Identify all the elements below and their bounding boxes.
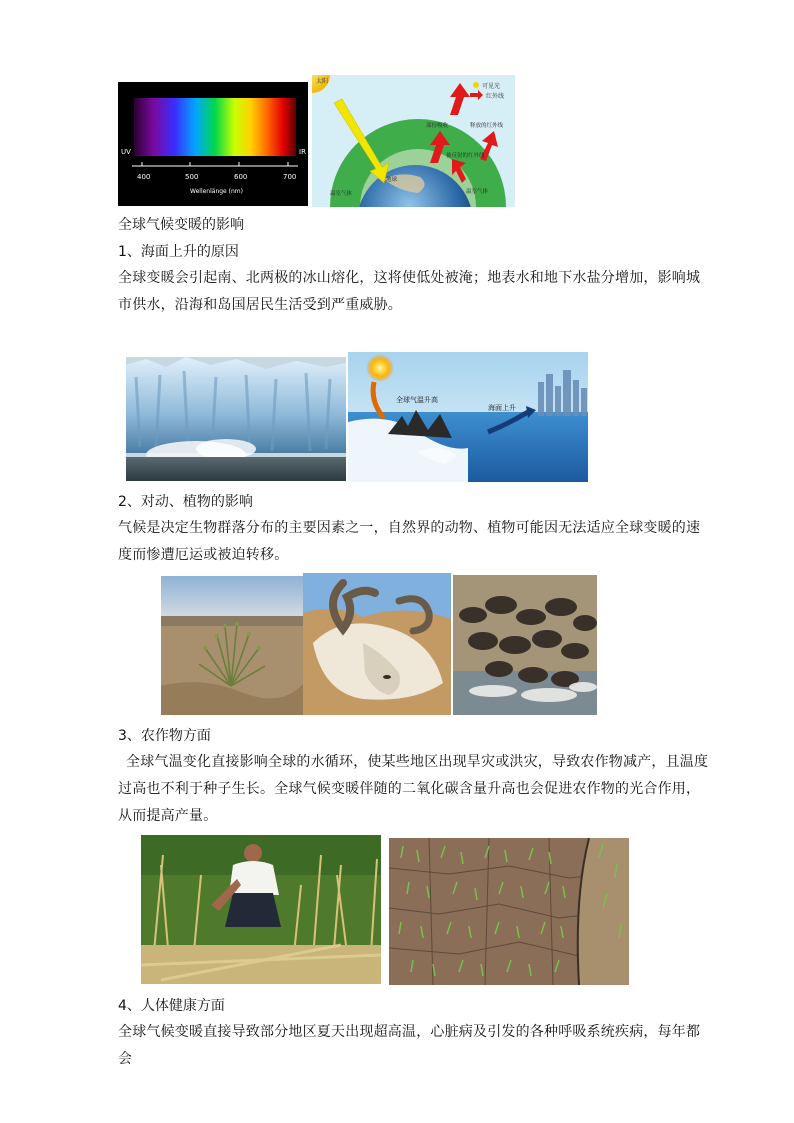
s2-paragraph: 气候是决定生物群落分布的主要因素之一，自然界的动物、植物可能因无法适应全球变暖的速度而惨遭厄运或被迫转移。 (118, 520, 701, 563)
spectrum-uv-label: UV (121, 148, 131, 156)
spectrum-tick-label: 700 (283, 173, 297, 181)
farmer-dry-crops-image (141, 835, 381, 984)
s3-heading: 3、农作物方面 (118, 728, 211, 744)
s1-heading: 1、海面上升的原因 (118, 244, 239, 260)
released-ir-label: 释放的红外线 (470, 123, 504, 129)
sea-level-rise-diagram (348, 352, 588, 482)
legend-infrared: 红外线 (486, 93, 505, 100)
legend-visible-light: 可见光 (482, 83, 501, 90)
s1-paragraph: 全球变暖会引起南、北两极的冰山熔化，这将使低处被淹；地表水和地下水盐分增加，影响城市供水，沿海和岛国居民生活受到严重威胁。 (118, 270, 701, 313)
greenhouse-gas-left-label: 温室气体 (330, 191, 353, 197)
s3-paragraph: 全球气温变化直接影响全球的水循环，使某些地区出现旱灾或洪灾，导致农作物减产，且温度过高也不利于种子生长。全球气候变暖伴随的二氧化碳含量升高也会促进农作物的光合作用，从而提高产量。 (118, 754, 709, 824)
s4-paragraph: 全球气候变暖直接导致部分地区夏天出现超高温，心脏病及引发的各种呼吸系统疾病，每年都会 (118, 1024, 701, 1067)
drought-plant-image (161, 576, 303, 715)
spectrum-figure (118, 82, 308, 206)
spectrum-ir-label: IR (299, 148, 306, 156)
greenhouse-gas-right-label: 温室气体 (466, 189, 489, 195)
spectrum-tick-label: 600 (234, 173, 248, 181)
global-warming-label: 全球气温升高 (396, 396, 438, 404)
section-title: 全球气候变暖的影响 (118, 217, 244, 233)
s2-heading: 2、对动、植物的影响 (118, 494, 253, 510)
s4-heading: 4、人体健康方面 (118, 998, 225, 1014)
ground-label: 地球 (386, 177, 398, 183)
spectrum-tick-label: 400 (137, 173, 151, 181)
spectrum-tick-label: 500 (185, 173, 199, 181)
greenhouse-figure (312, 75, 515, 207)
dead-ram-image (303, 573, 451, 715)
sun-label: 太阳 (316, 78, 329, 85)
glacier-collapse-image (126, 357, 346, 481)
spectrum-axis-label: Wellenlänge (nm) (190, 188, 243, 195)
sea-level-rise-label: 海面上升 (488, 404, 516, 412)
wildebeest-migration-image (453, 575, 597, 715)
cracked-rice-field-image (389, 838, 629, 985)
reflected-ir-label: 被反射的红外线 (446, 153, 485, 159)
absorbed-label: 部份吸收 (426, 123, 449, 129)
